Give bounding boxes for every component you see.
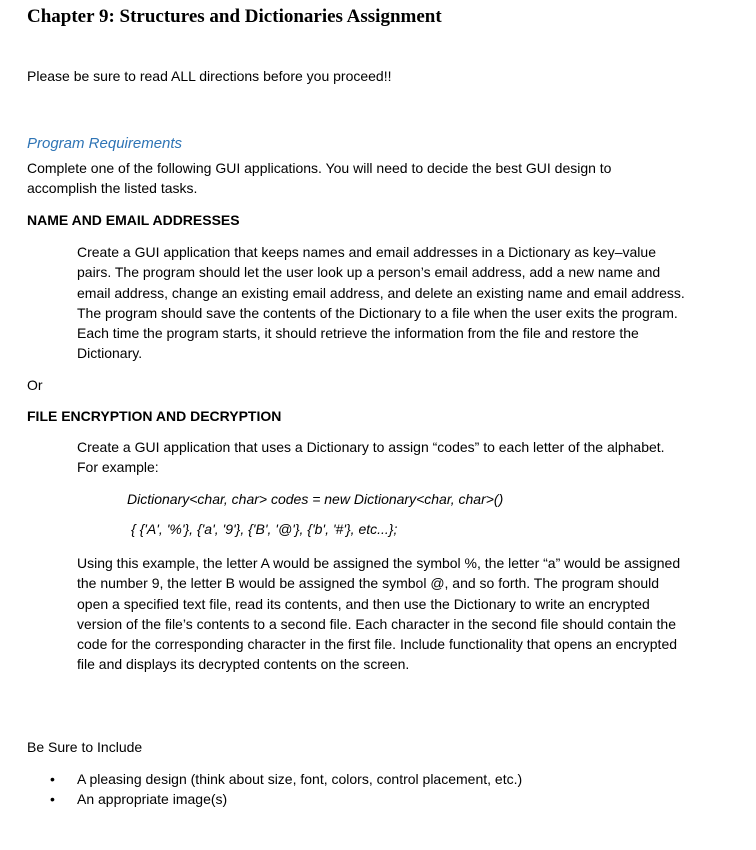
include-list [50, 769, 522, 809]
list-item [50, 789, 522, 809]
list-item-text: An appropriate image(s) [77, 791, 228, 807]
option1-body: Create a GUI application that keeps names and email addresses in a Dictionary as key–value pairs. The program should let the user look up a person’s email address, add a new name and email address, change an existing email address, and delete an existing name and email address. The program should save the contents of the Dictionary to a file when the user exits the program. Each time the program starts, it should retrieve the information from the file and restore the Dictionary. [77, 244, 685, 362]
list-item-text: A pleasing design (think about size, font, colors, control placement, etc.) [77, 771, 523, 787]
list-item [50, 769, 522, 789]
bullet-icon: • [50, 771, 55, 787]
option2-body: Create a GUI application that uses a Dictionary to assign “codes” to each letter of the alphabet. For example: [77, 439, 665, 476]
code-example-line2: { {'A', '%'}, {'a', '9'}, {'B', '@'}, {'b', '#'}, etc...}; [131, 521, 398, 537]
program-requirements-heading: Program Requirements [27, 135, 183, 152]
code-example-line1: Dictionary<char, char> codes = new Dictionary<char, char>() [127, 491, 504, 507]
intro-text: Please be sure to read ALL directions before you proceed!! [27, 68, 392, 84]
include-heading: Be Sure to Include [27, 739, 143, 755]
requirements-text: Complete one of the following GUI applications. You will need to decide the best GUI design to accomplish the listed tasks. [27, 160, 612, 196]
option2-explanation: Using this example, the letter A would be assigned the symbol %, the letter “a” would be assigned the number 9, the letter B would be assigned the symbol @, and so forth. The program should open a specified text file, read its contents, and then use the Dictionary to write an encrypted version of the file’s contents to a second file. Each character in the second file should contain the code for the corresponding character in the first file. Include functionality that opens an encrypted file and displays its decrypted contents on the screen. [77, 555, 681, 673]
bullet-icon: • [50, 791, 55, 807]
page-title: Chapter 9: Structures and Dictionaries Assignment [27, 6, 442, 27]
option2-heading: FILE ENCRYPTION AND DECRYPTION [27, 408, 282, 424]
or-text: Or [27, 377, 43, 393]
option1-heading: NAME AND EMAIL ADDRESSES [27, 212, 240, 228]
